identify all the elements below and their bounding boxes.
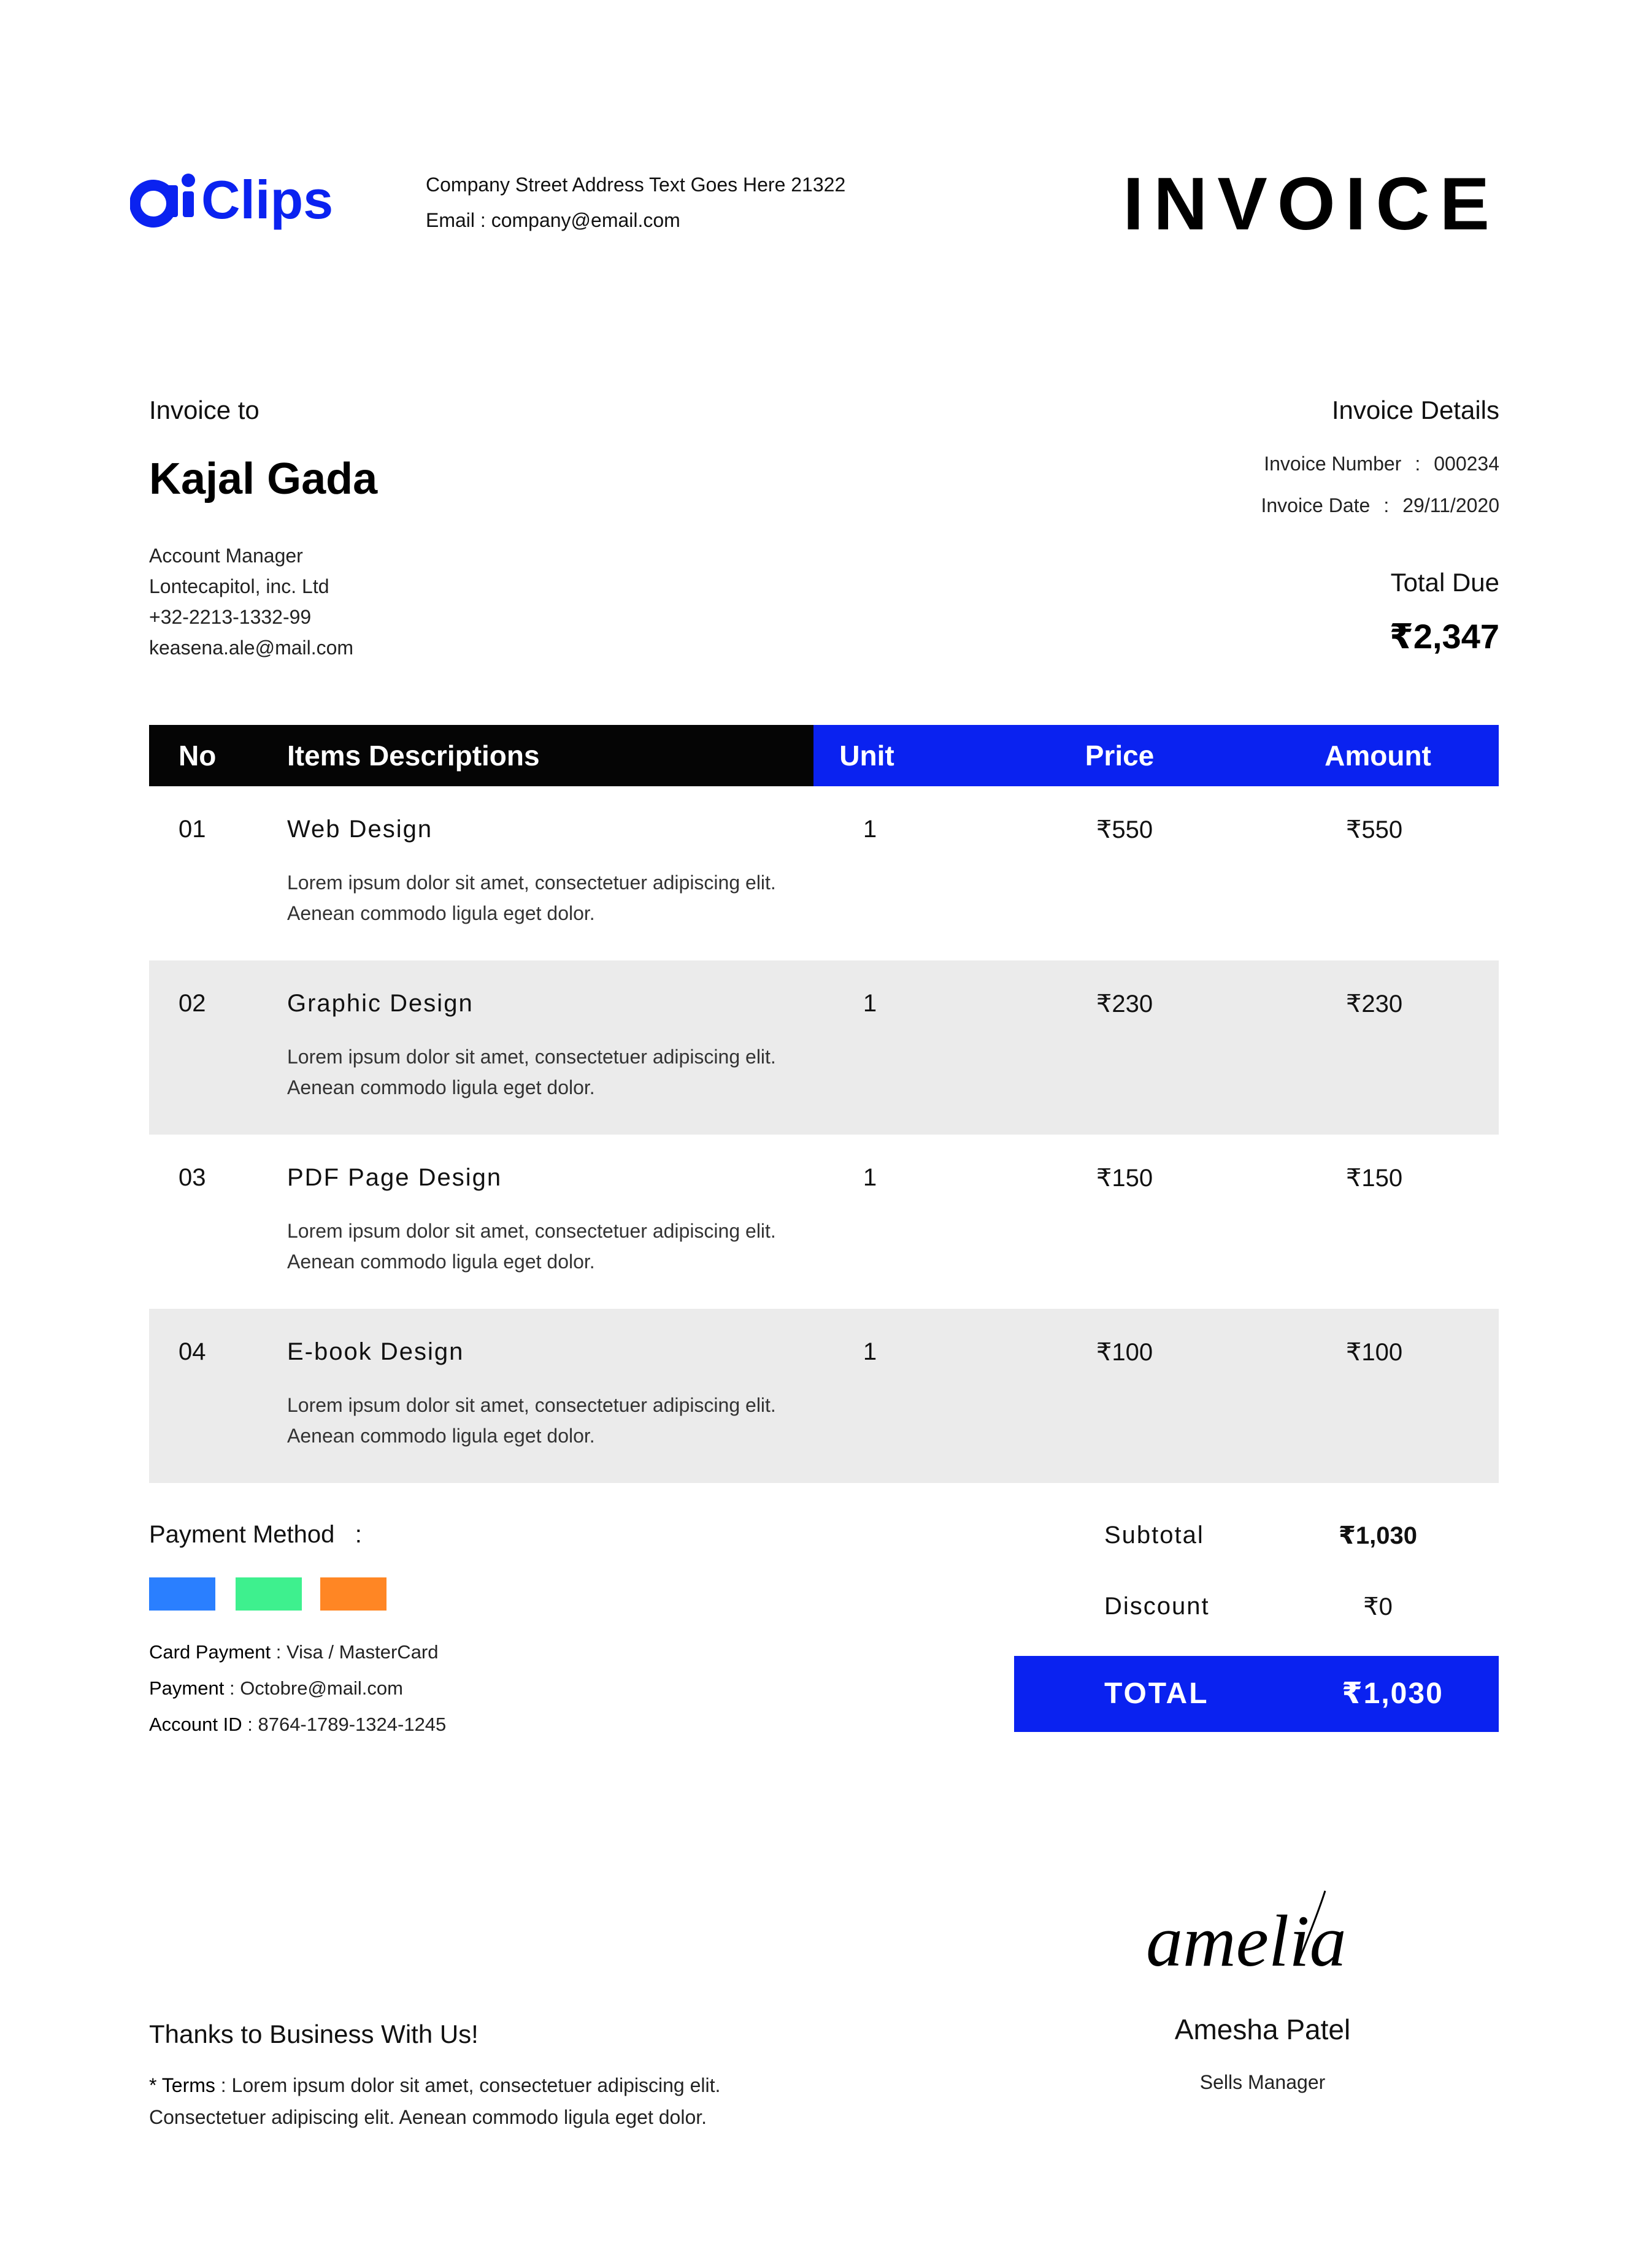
row-item-title: Graphic Design [287,990,474,1017]
company-logo [130,167,363,240]
thanks-message: Thanks to Business With Us! [149,2020,479,2048]
payment-method-title [149,1521,362,1549]
table-row [149,1309,1499,1483]
client-phone: +32-2213-1332-99 [149,606,312,628]
terms-line-1: * Terms : Lorem ipsum dolor sit amet, consectetuer adipiscing elit. [149,2074,721,2096]
row-amount: ₹150 [1345,1165,1403,1192]
terms-text-2: Consectetuer adipiscing elit. Aenean commodo ligula eget dolor. [149,2106,707,2128]
row-amount: ₹230 [1345,990,1403,1017]
terms-block [149,2069,720,2133]
row-price: ₹550 [1096,816,1153,843]
logo-text: Clips [201,169,334,230]
row-item-title: Web Design [287,816,433,843]
row-price: ₹230 [1096,990,1153,1017]
row-no: 02 [179,990,206,1017]
logo-mark [135,174,195,222]
invoice-date-line [1261,494,1499,517]
grand-total-label: TOTAL [1104,1677,1209,1710]
payment-swatch-orange [320,1577,386,1611]
document-title: INVOICE [1123,162,1499,245]
terms-text-1: Lorem ipsum dolor sit amet, consectetuer adipiscing elit. [231,2074,721,2096]
grand-total-bar [1014,1656,1499,1732]
company-address: Company Street Address Text Goes Here 21322 [426,174,846,196]
row-item-description: Lorem ipsum dolor sit amet, consectetuer adipiscing elit. Aenean commodo ligula eget dolor. [287,1394,776,1447]
card-payment-label: Card Payment [149,1641,271,1663]
terms-label: * Terms [149,2074,215,2096]
row-item-description: Lorem ipsum dolor sit amet, consectetuer adipiscing elit. Aenean commodo ligula eget dolor. [287,1220,776,1273]
invoice-number-value: 000234 [1434,453,1499,475]
row-amount: ₹100 [1345,1339,1403,1366]
grand-total-value: ₹1,030 [1342,1677,1444,1710]
card-payment-line: Card Payment : Visa / MasterCard [149,1641,439,1663]
row-item-description: Lorem ipsum dolor sit amet, consectetuer adipiscing elit. Aenean commodo ligula eget dolor. [287,872,776,924]
payment-method-label: Payment Method [149,1521,335,1548]
total-due-label: Total Due [1390,568,1499,597]
client-email: keasena.ale@mail.com [149,637,354,659]
row-item-title: PDF Page Design [287,1164,502,1191]
payment-swatch-green [236,1577,302,1611]
client-role: Account Manager [149,545,303,567]
subtotal-label: Subtotal [1104,1522,1204,1549]
signature [1141,1874,1386,1990]
payment-email-label: Payment [149,1677,225,1699]
row-unit: 1 [863,1338,877,1365]
row-price: ₹100 [1096,1339,1153,1366]
invoice-number-line [1264,453,1499,475]
table-row [149,786,1499,960]
invoice-number-separator: : [1415,453,1421,475]
payment-email-line: Payment : Octobre@mail.com [149,1677,403,1699]
card-payment-value: Visa / MasterCard [286,1641,439,1663]
header-price: Price [1085,740,1155,772]
invoice-date-separator: : [1383,494,1390,516]
row-no: 01 [179,816,206,843]
row-unit: 1 [863,990,877,1017]
signature-text: amelia [1146,1900,1347,1982]
row-price: ₹150 [1096,1165,1153,1192]
signer-name: Amesha Patel [1174,2013,1351,2045]
client-company: Lontecapitol, inc. Ltd [149,575,329,597]
account-id-value: 8764-1789-1324-1245 [258,1714,447,1735]
invoice-number-label: Invoice Number [1264,453,1402,475]
row-item-title: E-book Design [287,1338,464,1365]
row-unit: 1 [863,816,877,843]
subtotal-value: ₹1,030 [1339,1522,1417,1549]
row-amount: ₹550 [1345,816,1403,843]
header-no: No [179,740,217,772]
total-due-value: ₹2,347 [1389,617,1499,656]
header-amount: Amount [1325,740,1431,772]
account-id-label: Account ID [149,1714,242,1735]
row-no: 03 [179,1164,206,1191]
invoice-to-label: Invoice to [149,396,260,424]
signer-role: Sells Manager [1199,2071,1326,2093]
header-description: Items Descriptions [287,740,540,772]
discount-value: ₹0 [1363,1593,1393,1620]
invoice-details-title: Invoice Details [1331,396,1499,424]
payment-swatch-blue [149,1577,215,1611]
payment-method-colon: : [355,1521,362,1548]
invoice-date-label: Invoice Date [1261,494,1371,516]
account-id-line: Account ID : 8764-1789-1324-1245 [149,1714,447,1735]
table-row [149,1135,1499,1309]
discount-label: Discount [1104,1593,1210,1620]
row-unit: 1 [863,1164,877,1191]
items-table-header [149,725,1499,786]
row-item-description: Lorem ipsum dolor sit amet, consectetuer adipiscing elit. Aenean commodo ligula eget dolor. [287,1046,776,1098]
payment-email-value: Octobre@mail.com [240,1677,403,1699]
row-no: 04 [179,1338,206,1365]
invoice-date-value: 29/11/2020 [1402,494,1499,516]
client-name: Kajal Gada [149,454,378,504]
header-unit: Unit [839,740,894,772]
table-row [149,960,1499,1135]
company-email: Email : company@email.com [426,209,680,231]
